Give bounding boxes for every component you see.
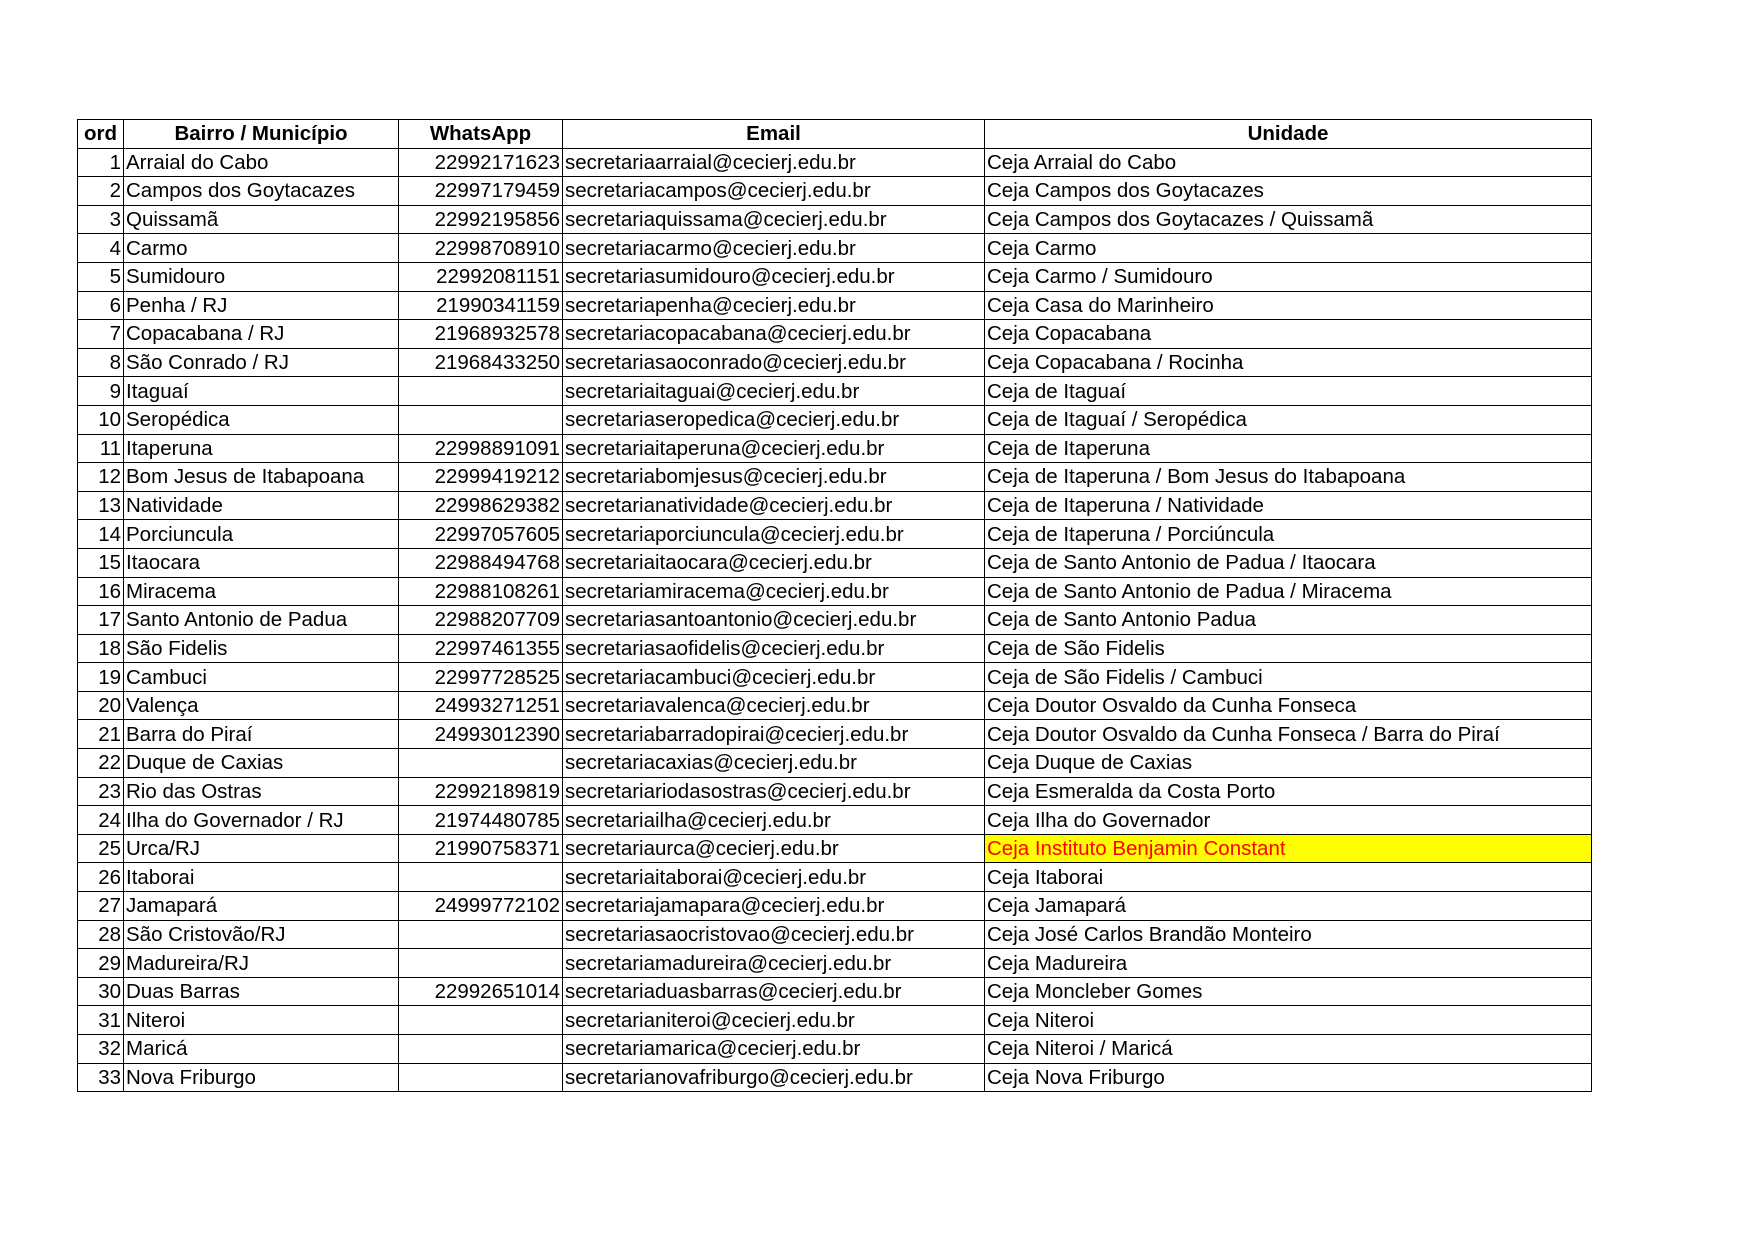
cell-whatsapp: 21968932578 bbox=[399, 320, 563, 349]
cell-bairro: Niteroi bbox=[124, 1006, 399, 1035]
cell-whatsapp: 24993271251 bbox=[399, 691, 563, 720]
table-row bbox=[78, 377, 1592, 406]
cell-unidade: Ceja de Santo Antonio de Padua / Itaocara bbox=[985, 548, 1592, 577]
cell-ord: 26 bbox=[78, 863, 124, 892]
cell-whatsapp bbox=[399, 949, 563, 978]
cell-whatsapp: 21968433250 bbox=[399, 348, 563, 377]
cell-bairro: Arraial do Cabo bbox=[124, 148, 399, 177]
table-row bbox=[78, 863, 1592, 892]
cell-unidade: Ceja Moncleber Gomes bbox=[985, 977, 1592, 1006]
cell-email: secretariamadureira@cecierj.edu.br bbox=[563, 949, 985, 978]
table-row bbox=[78, 606, 1592, 635]
units-table bbox=[77, 119, 1592, 1092]
cell-ord: 21 bbox=[78, 720, 124, 749]
cell-email: secretariamarica@cecierj.edu.br bbox=[563, 1035, 985, 1064]
cell-ord: 25 bbox=[78, 834, 124, 863]
cell-email: secretariaurca@cecierj.edu.br bbox=[563, 834, 985, 863]
cell-unidade: Ceja Duque de Caxias bbox=[985, 749, 1592, 778]
cell-bairro: Natividade bbox=[124, 491, 399, 520]
cell-bairro: Bom Jesus de Itabapoana bbox=[124, 463, 399, 492]
cell-ord: 13 bbox=[78, 491, 124, 520]
cell-email: secretariaitaborai@cecierj.edu.br bbox=[563, 863, 985, 892]
cell-ord: 10 bbox=[78, 405, 124, 434]
cell-whatsapp: 22988207709 bbox=[399, 606, 563, 635]
cell-unidade: Ceja de Itaguaí / Seropédica bbox=[985, 405, 1592, 434]
cell-email: secretariamiracema@cecierj.edu.br bbox=[563, 577, 985, 606]
cell-ord: 12 bbox=[78, 463, 124, 492]
cell-bairro: Santo Antonio de Padua bbox=[124, 606, 399, 635]
table-row bbox=[78, 1006, 1592, 1035]
cell-unidade: Ceja Esmeralda da Costa Porto bbox=[985, 777, 1592, 806]
cell-whatsapp bbox=[399, 405, 563, 434]
table-row bbox=[78, 491, 1592, 520]
cell-email: secretarianovafriburgo@cecierj.edu.br bbox=[563, 1063, 985, 1092]
cell-email: secretariacarmo@cecierj.edu.br bbox=[563, 234, 985, 263]
cell-email: secretariaseropedica@cecierj.edu.br bbox=[563, 405, 985, 434]
table-row bbox=[78, 892, 1592, 921]
table-row bbox=[78, 749, 1592, 778]
cell-email: secretariapenha@cecierj.edu.br bbox=[563, 291, 985, 320]
cell-email: secretariaporciuncula@cecierj.edu.br bbox=[563, 520, 985, 549]
cell-bairro: Copacabana / RJ bbox=[124, 320, 399, 349]
cell-whatsapp bbox=[399, 920, 563, 949]
cell-ord: 8 bbox=[78, 348, 124, 377]
cell-ord: 28 bbox=[78, 920, 124, 949]
col-header-unidade: Unidade bbox=[985, 120, 1592, 149]
cell-email: secretariacopacabana@cecierj.edu.br bbox=[563, 320, 985, 349]
cell-bairro: Duas Barras bbox=[124, 977, 399, 1006]
table-row bbox=[78, 234, 1592, 263]
cell-ord: 3 bbox=[78, 205, 124, 234]
cell-whatsapp bbox=[399, 377, 563, 406]
cell-unidade: Ceja de Itaperuna / Bom Jesus do Itabapoana bbox=[985, 463, 1592, 492]
cell-bairro: Sumidouro bbox=[124, 262, 399, 291]
cell-ord: 2 bbox=[78, 177, 124, 206]
cell-ord: 18 bbox=[78, 634, 124, 663]
table-row bbox=[78, 720, 1592, 749]
cell-ord: 22 bbox=[78, 749, 124, 778]
cell-unidade: Ceja de Itaperuna / Natividade bbox=[985, 491, 1592, 520]
cell-email: secretariaarraial@cecierj.edu.br bbox=[563, 148, 985, 177]
cell-ord: 30 bbox=[78, 977, 124, 1006]
cell-bairro: Barra do Piraí bbox=[124, 720, 399, 749]
col-header-email: Email bbox=[563, 120, 985, 149]
col-header-whatsapp: WhatsApp bbox=[399, 120, 563, 149]
cell-email: secretariavalenca@cecierj.edu.br bbox=[563, 691, 985, 720]
table-row bbox=[78, 691, 1592, 720]
cell-bairro: Porciuncula bbox=[124, 520, 399, 549]
cell-unidade: Ceja Niteroi bbox=[985, 1006, 1592, 1035]
table-row bbox=[78, 320, 1592, 349]
cell-email: secretariaquissama@cecierj.edu.br bbox=[563, 205, 985, 234]
cell-bairro: São Conrado / RJ bbox=[124, 348, 399, 377]
cell-email: secretariaitaocara@cecierj.edu.br bbox=[563, 548, 985, 577]
cell-whatsapp bbox=[399, 1006, 563, 1035]
cell-bairro: Miracema bbox=[124, 577, 399, 606]
header-row bbox=[78, 120, 1592, 149]
cell-email: secretarianiteroi@cecierj.edu.br bbox=[563, 1006, 985, 1035]
cell-bairro: Nova Friburgo bbox=[124, 1063, 399, 1092]
table-row bbox=[78, 205, 1592, 234]
cell-unidade: Ceja de Santo Antonio de Padua / Miracema bbox=[985, 577, 1592, 606]
table-row bbox=[78, 1063, 1592, 1092]
cell-email: secretariacampos@cecierj.edu.br bbox=[563, 177, 985, 206]
cell-bairro: Rio das Ostras bbox=[124, 777, 399, 806]
cell-whatsapp: 22997179459 bbox=[399, 177, 563, 206]
cell-whatsapp: 22988108261 bbox=[399, 577, 563, 606]
cell-unidade: Ceja Instituto Benjamin Constant bbox=[985, 834, 1592, 863]
cell-ord: 11 bbox=[78, 434, 124, 463]
cell-bairro: Campos dos Goytacazes bbox=[124, 177, 399, 206]
cell-unidade: Ceja Ilha do Governador bbox=[985, 806, 1592, 835]
cell-bairro: Jamapará bbox=[124, 892, 399, 921]
cell-email: secretariasaoconrado@cecierj.edu.br bbox=[563, 348, 985, 377]
cell-bairro: São Fidelis bbox=[124, 634, 399, 663]
cell-email: secretariasumidouro@cecierj.edu.br bbox=[563, 262, 985, 291]
cell-unidade: Ceja Carmo / Sumidouro bbox=[985, 262, 1592, 291]
cell-whatsapp: 22998891091 bbox=[399, 434, 563, 463]
cell-unidade: Ceja de São Fidelis / Cambuci bbox=[985, 663, 1592, 692]
cell-email: secretariajamapara@cecierj.edu.br bbox=[563, 892, 985, 921]
cell-ord: 5 bbox=[78, 262, 124, 291]
cell-unidade: Ceja de Itaguaí bbox=[985, 377, 1592, 406]
cell-whatsapp: 22992081151 bbox=[399, 262, 563, 291]
cell-ord: 31 bbox=[78, 1006, 124, 1035]
table-row bbox=[78, 834, 1592, 863]
cell-whatsapp bbox=[399, 1063, 563, 1092]
cell-unidade: Ceja Copacabana / Rocinha bbox=[985, 348, 1592, 377]
table-row bbox=[78, 463, 1592, 492]
cell-unidade: Ceja Casa do Marinheiro bbox=[985, 291, 1592, 320]
cell-whatsapp: 22999419212 bbox=[399, 463, 563, 492]
cell-bairro: Seropédica bbox=[124, 405, 399, 434]
cell-whatsapp: 22992171623 bbox=[399, 148, 563, 177]
cell-ord: 15 bbox=[78, 548, 124, 577]
cell-email: secretariabomjesus@cecierj.edu.br bbox=[563, 463, 985, 492]
cell-email: secretariacaxias@cecierj.edu.br bbox=[563, 749, 985, 778]
cell-bairro: Itaborai bbox=[124, 863, 399, 892]
cell-unidade: Ceja Campos dos Goytacazes / Quissamã bbox=[985, 205, 1592, 234]
cell-unidade: Ceja Nova Friburgo bbox=[985, 1063, 1592, 1092]
cell-unidade: Ceja Madureira bbox=[985, 949, 1592, 978]
cell-unidade: Ceja de São Fidelis bbox=[985, 634, 1592, 663]
cell-ord: 6 bbox=[78, 291, 124, 320]
table-row bbox=[78, 949, 1592, 978]
cell-ord: 20 bbox=[78, 691, 124, 720]
cell-unidade: Ceja Niteroi / Maricá bbox=[985, 1035, 1592, 1064]
cell-unidade: Ceja Copacabana bbox=[985, 320, 1592, 349]
cell-email: secretariabarradopirai@cecierj.edu.br bbox=[563, 720, 985, 749]
cell-unidade: Ceja Jamapará bbox=[985, 892, 1592, 921]
table-row bbox=[78, 777, 1592, 806]
col-header-ord: ord bbox=[78, 120, 124, 149]
cell-unidade: Ceja Doutor Osvaldo da Cunha Fonseca / Barra do Piraí bbox=[985, 720, 1592, 749]
cell-whatsapp: 22992189819 bbox=[399, 777, 563, 806]
col-header-bairro: Bairro / Município bbox=[124, 120, 399, 149]
cell-whatsapp: 22998629382 bbox=[399, 491, 563, 520]
cell-ord: 27 bbox=[78, 892, 124, 921]
cell-bairro: São Cristovão/RJ bbox=[124, 920, 399, 949]
cell-whatsapp: 21974480785 bbox=[399, 806, 563, 835]
cell-whatsapp: 21990341159 bbox=[399, 291, 563, 320]
cell-bairro: Itaperuna bbox=[124, 434, 399, 463]
table-body bbox=[78, 148, 1592, 1092]
cell-unidade: Ceja Itaborai bbox=[985, 863, 1592, 892]
cell-whatsapp: 24999772102 bbox=[399, 892, 563, 921]
table-row bbox=[78, 920, 1592, 949]
cell-bairro: Itaguaí bbox=[124, 377, 399, 406]
cell-unidade: Ceja de Itaperuna bbox=[985, 434, 1592, 463]
cell-unidade: Ceja de Santo Antonio Padua bbox=[985, 606, 1592, 635]
table-row bbox=[78, 148, 1592, 177]
cell-whatsapp: 22992651014 bbox=[399, 977, 563, 1006]
cell-bairro: Itaocara bbox=[124, 548, 399, 577]
cell-bairro: Ilha do Governador / RJ bbox=[124, 806, 399, 835]
table-row bbox=[78, 262, 1592, 291]
cell-whatsapp: 22997057605 bbox=[399, 520, 563, 549]
cell-unidade: Ceja Arraial do Cabo bbox=[985, 148, 1592, 177]
table-row bbox=[78, 405, 1592, 434]
cell-bairro: Valença bbox=[124, 691, 399, 720]
cell-bairro: Penha / RJ bbox=[124, 291, 399, 320]
cell-bairro: Quissamã bbox=[124, 205, 399, 234]
cell-unidade: Ceja Campos dos Goytacazes bbox=[985, 177, 1592, 206]
cell-ord: 7 bbox=[78, 320, 124, 349]
table-row bbox=[78, 977, 1592, 1006]
cell-whatsapp bbox=[399, 1035, 563, 1064]
cell-ord: 14 bbox=[78, 520, 124, 549]
cell-whatsapp: 22988494768 bbox=[399, 548, 563, 577]
cell-whatsapp: 21990758371 bbox=[399, 834, 563, 863]
cell-whatsapp: 22992195856 bbox=[399, 205, 563, 234]
cell-ord: 9 bbox=[78, 377, 124, 406]
cell-whatsapp bbox=[399, 749, 563, 778]
cell-whatsapp: 22997728525 bbox=[399, 663, 563, 692]
cell-email: secretariariodasostras@cecierj.edu.br bbox=[563, 777, 985, 806]
cell-bairro: Urca/RJ bbox=[124, 834, 399, 863]
cell-email: secretariaduasbarras@cecierj.edu.br bbox=[563, 977, 985, 1006]
cell-ord: 33 bbox=[78, 1063, 124, 1092]
table-row bbox=[78, 577, 1592, 606]
cell-email: secretariaitaguai@cecierj.edu.br bbox=[563, 377, 985, 406]
cell-ord: 29 bbox=[78, 949, 124, 978]
table-row bbox=[78, 177, 1592, 206]
table-row bbox=[78, 548, 1592, 577]
cell-unidade: Ceja de Itaperuna / Porciúncula bbox=[985, 520, 1592, 549]
table-row bbox=[78, 291, 1592, 320]
cell-email: secretariacambuci@cecierj.edu.br bbox=[563, 663, 985, 692]
cell-email: secretarianatividade@cecierj.edu.br bbox=[563, 491, 985, 520]
cell-bairro: Carmo bbox=[124, 234, 399, 263]
cell-ord: 23 bbox=[78, 777, 124, 806]
cell-whatsapp bbox=[399, 863, 563, 892]
cell-ord: 17 bbox=[78, 606, 124, 635]
cell-email: secretariailha@cecierj.edu.br bbox=[563, 806, 985, 835]
cell-bairro: Madureira/RJ bbox=[124, 949, 399, 978]
cell-whatsapp: 22997461355 bbox=[399, 634, 563, 663]
cell-bairro: Duque de Caxias bbox=[124, 749, 399, 778]
cell-ord: 1 bbox=[78, 148, 124, 177]
cell-ord: 4 bbox=[78, 234, 124, 263]
cell-ord: 24 bbox=[78, 806, 124, 835]
cell-email: secretariaitaperuna@cecierj.edu.br bbox=[563, 434, 985, 463]
cell-ord: 16 bbox=[78, 577, 124, 606]
table-row bbox=[78, 806, 1592, 835]
table-row bbox=[78, 634, 1592, 663]
cell-whatsapp: 22998708910 bbox=[399, 234, 563, 263]
cell-email: secretariasaofidelis@cecierj.edu.br bbox=[563, 634, 985, 663]
table-row bbox=[78, 520, 1592, 549]
table-row bbox=[78, 434, 1592, 463]
cell-email: secretariasantoantonio@cecierj.edu.br bbox=[563, 606, 985, 635]
table-row bbox=[78, 1035, 1592, 1064]
cell-whatsapp: 24993012390 bbox=[399, 720, 563, 749]
table-row bbox=[78, 348, 1592, 377]
cell-unidade: Ceja Doutor Osvaldo da Cunha Fonseca bbox=[985, 691, 1592, 720]
cell-unidade: Ceja Carmo bbox=[985, 234, 1592, 263]
cell-unidade: Ceja José Carlos Brandão Monteiro bbox=[985, 920, 1592, 949]
table-row bbox=[78, 663, 1592, 692]
cell-bairro: Cambuci bbox=[124, 663, 399, 692]
cell-ord: 19 bbox=[78, 663, 124, 692]
cell-email: secretariasaocristovao@cecierj.edu.br bbox=[563, 920, 985, 949]
cell-bairro: Maricá bbox=[124, 1035, 399, 1064]
cell-ord: 32 bbox=[78, 1035, 124, 1064]
